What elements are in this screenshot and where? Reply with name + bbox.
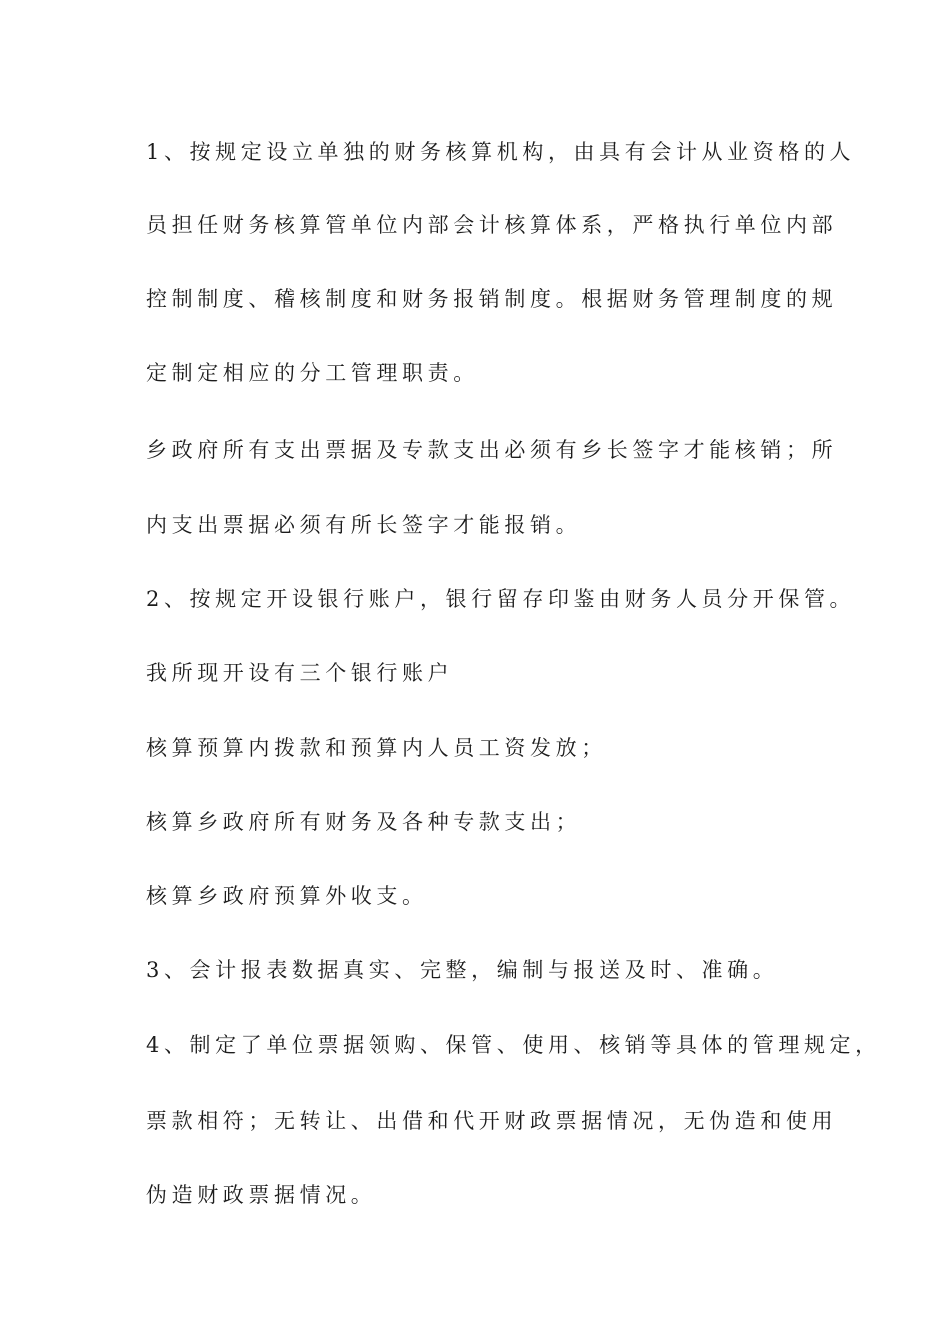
text-line-5: 乡政府所有支出票据及专款支出必须有乡长签字才能核销；所 (146, 438, 838, 462)
text-line-9: 核算预算内拨款和预算内人员工资发放； (146, 736, 607, 760)
text-line-12: 3、会计报表数据真实、完整，编制与报送及时、准确。 (146, 958, 779, 982)
text-line-6: 内支出票据必须有所长签字才能报销。 (146, 513, 582, 537)
text-line-8: 我所现开设有三个银行账户 (146, 661, 454, 685)
text-line-14: 票款相符；无转让、出借和代开财政票据情况，无伪造和使用 (146, 1109, 838, 1133)
text-line-11: 核算乡政府预算外收支。 (146, 884, 428, 908)
text-line-1: 1、按规定设立单独的财务核算机构，由具有会计从业资格的人 (146, 140, 856, 164)
text-line-4: 定制定相应的分工管理职责。 (146, 361, 479, 385)
text-line-2: 员担任财务核算管单位内部会计核算体系，严格执行单位内部 (146, 213, 838, 237)
text-line-7: 2、按规定开设银行账户，银行留存印鉴由财务人员分开保管。 (146, 587, 856, 611)
text-line-13: 4、制定了单位票据领购、保管、使用、核销等具体的管理规定， (146, 1033, 881, 1057)
text-line-15: 伪造财政票据情况。 (146, 1183, 377, 1207)
text-line-10: 核算乡政府所有财务及各种专款支出； (146, 810, 582, 834)
text-line-3: 控制制度、稽核制度和财务报销制度。根据财务管理制度的规 (146, 287, 838, 311)
